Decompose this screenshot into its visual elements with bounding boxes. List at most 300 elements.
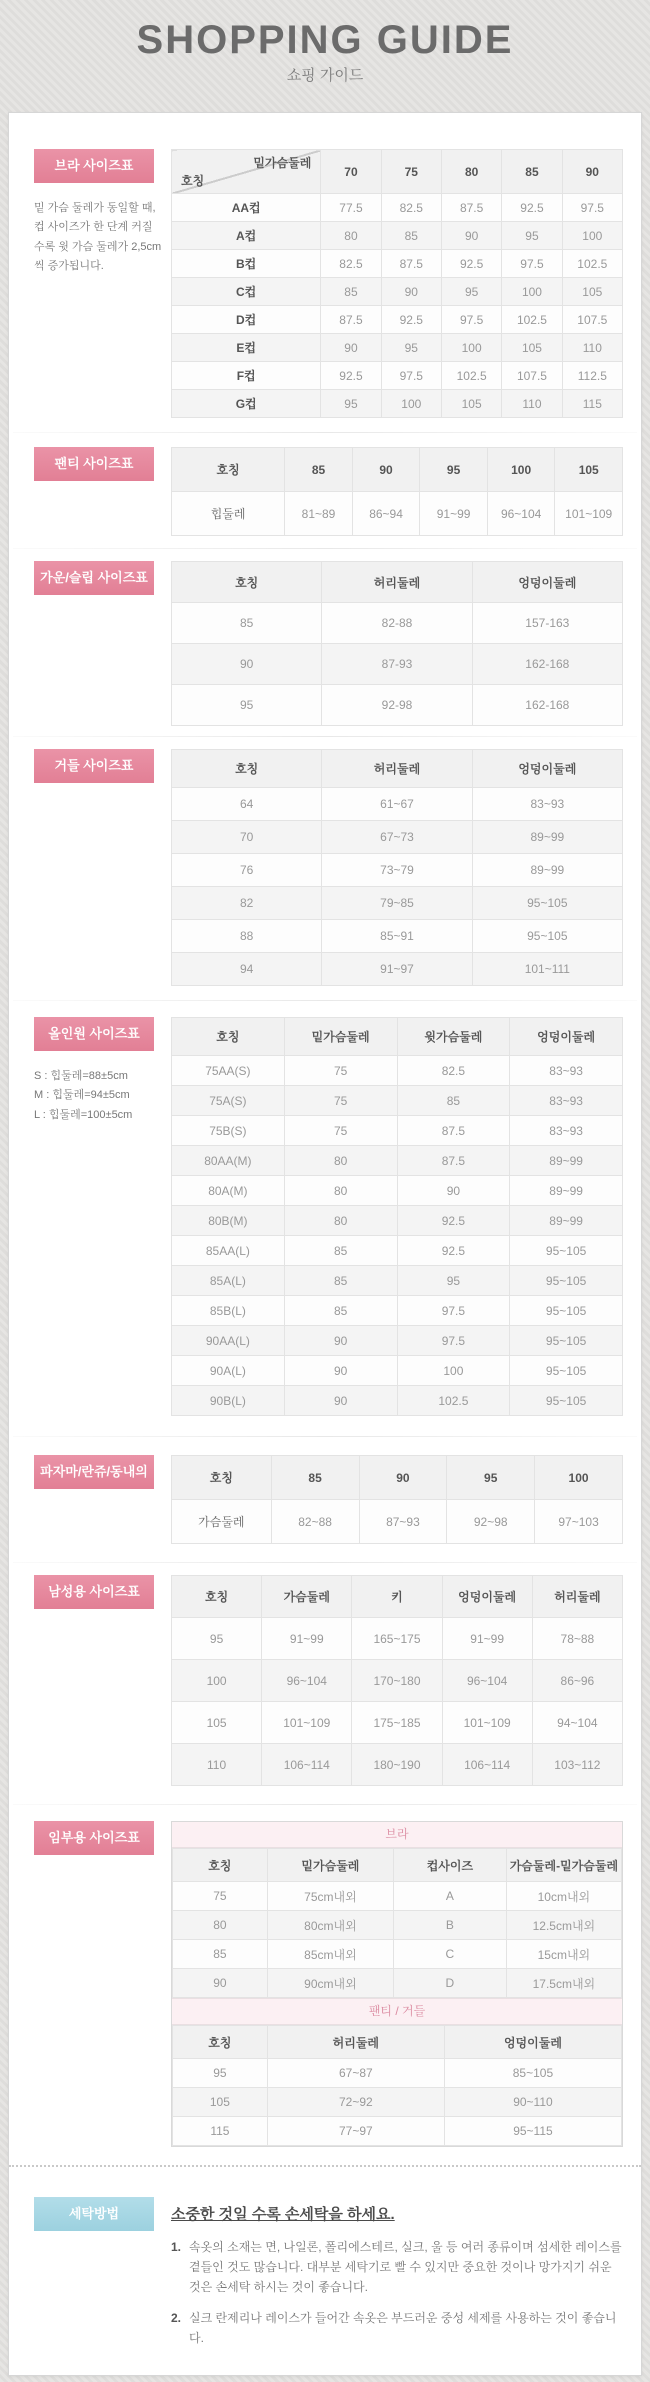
column-header: 90 (352, 448, 420, 492)
table-cell: 85 (284, 1236, 397, 1266)
table-cell: 102.5 (441, 362, 501, 390)
table-cell: 85cm내외 (267, 1940, 393, 1969)
table-cell: 91~99 (420, 492, 488, 536)
table-cell: B (394, 1911, 507, 1940)
table-cell: 95 (173, 2059, 268, 2088)
section-label: 브라 사이즈표 (34, 149, 154, 183)
table-row (172, 250, 623, 278)
table-row (172, 1116, 623, 1146)
table-cell: 82 (172, 887, 322, 920)
column-header: 90 (359, 1456, 447, 1500)
table-cell: 87.5 (441, 194, 501, 222)
table-row (172, 1618, 623, 1660)
table-cell: 87.5 (321, 306, 381, 334)
bra-size-note: 밑 가슴 둘레가 동일할 때, 컵 사이즈가 한 단계 커질수록 윗 가슴 둘레가 2,5cm씩 증가됩니다. (34, 202, 162, 272)
table-cell: 85A(L) (172, 1266, 285, 1296)
table-cell: 67~73 (322, 821, 472, 854)
section-label: 세탁방법 (34, 2197, 154, 2231)
table-cell: A (394, 1882, 507, 1911)
table-cell: 105 (172, 1702, 262, 1744)
table-cell: 힙둘레 (172, 492, 285, 536)
column-header: 밑가슴둘레 (267, 1849, 393, 1882)
table-cell: 85~105 (444, 2059, 621, 2088)
table-cell: 76 (172, 854, 322, 887)
table-cell: 75B(S) (172, 1116, 285, 1146)
table-cell: 85 (172, 603, 322, 644)
table-cell: 89~99 (472, 854, 622, 887)
table-cell: D컵 (172, 306, 321, 334)
column-header: 호칭 (172, 448, 285, 492)
section-pajama-sizes (9, 1437, 641, 1562)
column-header: 호칭 (172, 1576, 262, 1618)
table-cell: 92.5 (397, 1236, 510, 1266)
table-cell: 96~104 (487, 492, 555, 536)
page-title: SHOPPING GUIDE (136, 18, 514, 62)
table-cell: 97.5 (562, 194, 622, 222)
table-cell: 가슴둘레 (172, 1500, 272, 1544)
section-label: 가운/슬립 사이즈표 (34, 561, 154, 595)
table-cell: AA컵 (172, 194, 321, 222)
table-row (173, 2117, 622, 2146)
table-row (172, 362, 623, 390)
table-cell: 75 (284, 1116, 397, 1146)
table-cell: 90A(L) (172, 1356, 285, 1386)
column-header: 95 (420, 448, 488, 492)
table-cell: 95~105 (510, 1356, 623, 1386)
washing-item-text: 속옷의 소재는 면, 나일론, 폴리에스테르, 실크, 울 등 여러 종류이며 섬세한 레이스를 곁들인 것도 많습니다. 대부분 세탁기로 빨 수 있지만 중요한 것이나 망가지기 쉬운 것은 손세탁 하시는 것이 좋습니다. (189, 2240, 622, 2294)
table-cell: 80 (173, 1911, 268, 1940)
table-row (173, 1940, 622, 1969)
table-cell: 95~105 (510, 1266, 623, 1296)
section-bra-sizes (9, 113, 641, 432)
table-cell: 94~104 (532, 1702, 622, 1744)
table-cell: 90 (173, 1969, 268, 1998)
table-cell: 100 (562, 222, 622, 250)
section-maternity-sizes (9, 1805, 641, 2161)
table-cell: 90 (397, 1176, 510, 1206)
table-cell: 87.5 (381, 250, 441, 278)
section-gown-slip-sizes (9, 549, 641, 736)
section-washing-method (9, 2171, 641, 2375)
mens-size-table (171, 1575, 623, 1786)
table-cell: 95~115 (444, 2117, 621, 2146)
table-cell: 106~114 (262, 1744, 352, 1786)
table-cell: 92.5 (441, 250, 501, 278)
table-cell: 70 (172, 821, 322, 854)
table-cell: 81~89 (285, 492, 353, 536)
column-header: 밑가슴둘레 (284, 1018, 397, 1056)
table-row (172, 222, 623, 250)
table-row (172, 644, 623, 685)
gown-slip-size-table (171, 561, 623, 726)
table-cell: 110 (172, 1744, 262, 1786)
table-cell: 75cm내외 (267, 1882, 393, 1911)
page-header (0, 0, 650, 112)
table-cell: 94 (172, 953, 322, 986)
column-header: 70 (321, 150, 381, 194)
table-cell: 97.5 (397, 1326, 510, 1356)
table-cell: 102.5 (562, 250, 622, 278)
table-cell: 112.5 (562, 362, 622, 390)
washing-item (171, 2309, 623, 2349)
table-cell: 89~99 (472, 821, 622, 854)
table-row (172, 1206, 623, 1236)
table-cell: 97.5 (441, 306, 501, 334)
section-label: 거들 사이즈표 (34, 749, 154, 783)
table-cell: 87.5 (397, 1116, 510, 1146)
column-header: 허리둘레 (322, 562, 472, 603)
table-cell: 96~104 (442, 1660, 532, 1702)
table-cell: 92.5 (502, 194, 562, 222)
table-cell: 97.5 (502, 250, 562, 278)
maternity-bra-table (172, 1848, 622, 1998)
table-cell: 102.5 (502, 306, 562, 334)
table-cell: 77~97 (267, 2117, 444, 2146)
table-cell: 85AA(L) (172, 1236, 285, 1266)
table-cell: G컵 (172, 390, 321, 418)
table-cell: 105 (562, 278, 622, 306)
table-cell: 75A(S) (172, 1086, 285, 1116)
table-cell: 110 (562, 334, 622, 362)
table-cell: 100 (502, 278, 562, 306)
table-cell: 92.5 (397, 1206, 510, 1236)
table-cell: 80 (284, 1176, 397, 1206)
table-cell: 80B(M) (172, 1206, 285, 1236)
table-header-row (173, 1849, 622, 1882)
table-cell: 90 (321, 334, 381, 362)
table-cell: 80 (321, 222, 381, 250)
table-row (173, 1911, 622, 1940)
table-cell: E컵 (172, 334, 321, 362)
table-row (172, 1056, 623, 1086)
table-cell: 82.5 (321, 250, 381, 278)
table-cell: C (394, 1940, 507, 1969)
table-cell: 83~93 (510, 1116, 623, 1146)
table-cell: 101~109 (442, 1702, 532, 1744)
table-cell: 80A(M) (172, 1176, 285, 1206)
table-cell: 82.5 (381, 194, 441, 222)
table-cell: 105 (173, 2088, 268, 2117)
diagonal-header-cell (172, 150, 321, 194)
table-cell: 80AA(M) (172, 1146, 285, 1176)
table-cell: 92.5 (381, 306, 441, 334)
section-label: 올인원 사이즈표 (34, 1017, 154, 1051)
table-header-row (172, 1456, 623, 1500)
table-cell: 90B(L) (172, 1386, 285, 1416)
table-cell: 64 (172, 788, 322, 821)
table-cell: 101~109 (262, 1702, 352, 1744)
table-row (173, 1882, 622, 1911)
pajama-size-table (171, 1455, 623, 1544)
table-cell: 83~93 (510, 1056, 623, 1086)
table-cell: A컵 (172, 222, 321, 250)
bra-size-table (171, 149, 623, 418)
table-cell: 85B(L) (172, 1296, 285, 1326)
maternity-size-tables (171, 1821, 623, 2147)
table-cell: 75AA(S) (172, 1056, 285, 1086)
table-row (172, 1266, 623, 1296)
table-cell: 89~99 (510, 1146, 623, 1176)
table-cell: 97.5 (381, 362, 441, 390)
section-label: 남성용 사이즈표 (34, 1575, 154, 1609)
washing-item-number: 2. (171, 2311, 182, 2326)
column-header: 85 (271, 1456, 359, 1500)
table-cell: 79~85 (322, 887, 472, 920)
table-cell: 92.5 (321, 362, 381, 390)
table-cell: 95 (381, 334, 441, 362)
column-header: 90 (562, 150, 622, 194)
washing-item-number: 1. (171, 2240, 182, 2254)
allinone-size-note (34, 1067, 171, 1125)
table-cell: 80 (284, 1146, 397, 1176)
table-cell: 87.5 (397, 1146, 510, 1176)
column-header: 호칭 (173, 1849, 268, 1882)
column-header: 허리둘레 (322, 750, 472, 788)
maternity-panty-girdle-band: 팬티 / 거들 (172, 1998, 622, 2025)
table-cell: 17.5cm내외 (506, 1969, 621, 1998)
table-cell: 101~111 (472, 953, 622, 986)
table-cell: 105 (502, 334, 562, 362)
column-header: 80 (441, 150, 501, 194)
column-header: 호칭 (172, 1456, 272, 1500)
table-cell: 90 (441, 222, 501, 250)
column-header: 엉덩이둘레 (510, 1018, 623, 1056)
table-cell: 96~104 (262, 1660, 352, 1702)
table-cell: C컵 (172, 278, 321, 306)
table-cell: 85 (381, 222, 441, 250)
table-row (172, 1176, 623, 1206)
table-cell: 95 (172, 1618, 262, 1660)
column-header: 컵사이즈 (394, 1849, 507, 1882)
column-header: 허리둘레 (267, 2026, 444, 2059)
table-cell: 92~98 (447, 1500, 535, 1544)
table-row (172, 1702, 623, 1744)
table-cell: 75 (284, 1056, 397, 1086)
table-header-row (172, 448, 623, 492)
table-cell: 86~94 (352, 492, 420, 536)
table-cell: 100 (381, 390, 441, 418)
column-header: 가슴둘레-밑가슴둘레 (506, 1849, 621, 1882)
column-header: 호칭 (173, 2026, 268, 2059)
table-row (172, 306, 623, 334)
column-header: 75 (381, 150, 441, 194)
table-cell: 95 (397, 1266, 510, 1296)
diagonal-bottom-label: 호칭 (181, 174, 205, 188)
table-cell: 110 (502, 390, 562, 418)
column-header: 엉덩이둘레 (472, 750, 622, 788)
table-row (172, 920, 623, 953)
table-cell: 100 (441, 334, 501, 362)
allinone-note-l: L : 힙둘레=100±5cm (34, 1108, 133, 1121)
table-cell: 107.5 (562, 306, 622, 334)
table-cell: 106~114 (442, 1744, 532, 1786)
table-header-row (173, 2026, 622, 2059)
table-cell: 180~190 (352, 1744, 442, 1786)
allinone-note-m: M : 힙둘레=94±5cm (34, 1089, 130, 1102)
column-header: 100 (535, 1456, 623, 1500)
diagonal-top-label: 밑가슴둘레 (253, 156, 312, 170)
table-header-row (172, 150, 623, 194)
table-cell: 103~112 (532, 1744, 622, 1786)
table-row (172, 685, 623, 726)
maternity-bra-band: 브라 (172, 1822, 622, 1848)
girdle-size-table (171, 749, 623, 986)
table-row (172, 1356, 623, 1386)
table-cell: 85 (397, 1086, 510, 1116)
table-cell: 95 (502, 222, 562, 250)
table-row (172, 821, 623, 854)
table-cell: 75 (284, 1086, 397, 1116)
table-cell: 77.5 (321, 194, 381, 222)
table-cell: 91~97 (322, 953, 472, 986)
table-cell: 85~91 (322, 920, 472, 953)
table-row (172, 603, 623, 644)
page-subtitle: 쇼핑 가이드 (286, 67, 364, 84)
table-cell: 87~93 (359, 1500, 447, 1544)
section-label: 파자마/란쥬/동내의 (34, 1455, 154, 1489)
table-row (172, 390, 623, 418)
table-cell: 95~105 (510, 1386, 623, 1416)
column-header: 85 (502, 150, 562, 194)
table-cell: 90AA(L) (172, 1326, 285, 1356)
washing-item (171, 2238, 623, 2297)
section-panty-sizes (9, 433, 641, 548)
table-cell: 97.5 (397, 1296, 510, 1326)
column-header: 105 (555, 448, 623, 492)
allinone-note-s: S : 힙둘레=88±5cm (34, 1070, 128, 1082)
table-cell: 85 (284, 1296, 397, 1326)
table-cell: 105 (441, 390, 501, 418)
washing-title: 소중한 것일 수록 손세탁을 하세요. (171, 2206, 395, 2223)
table-row (172, 953, 623, 986)
table-header-row (172, 1018, 623, 1056)
table-cell: 95 (441, 278, 501, 306)
table-cell: 100 (397, 1356, 510, 1386)
table-row (172, 1500, 623, 1544)
table-cell: 83~93 (472, 788, 622, 821)
table-cell: 162-168 (472, 685, 622, 726)
table-row (172, 1146, 623, 1176)
column-header: 가슴둘레 (262, 1576, 352, 1618)
table-header-row (172, 1576, 623, 1618)
table-cell: 67~87 (267, 2059, 444, 2088)
table-cell: 102.5 (397, 1386, 510, 1416)
table-cell: 90cm내외 (267, 1969, 393, 1998)
table-cell: 165~175 (352, 1618, 442, 1660)
table-cell: 162-168 (472, 644, 622, 685)
table-cell: 95~105 (510, 1326, 623, 1356)
table-cell: 83~93 (510, 1086, 623, 1116)
table-cell: 12.5cm내외 (506, 1911, 621, 1940)
table-cell: 85 (284, 1266, 397, 1296)
table-cell: 157-163 (472, 603, 622, 644)
table-cell: 88 (172, 920, 322, 953)
table-cell: 101~109 (555, 492, 623, 536)
column-header: 허리둘레 (532, 1576, 622, 1618)
table-row (172, 1660, 623, 1702)
table-row (172, 1326, 623, 1356)
table-cell: 107.5 (502, 362, 562, 390)
table-cell: 170~180 (352, 1660, 442, 1702)
dotted-divider (9, 2165, 641, 2167)
table-cell: 115 (173, 2117, 268, 2146)
table-cell: 15cm내외 (506, 1940, 621, 1969)
content-panel (8, 112, 642, 2376)
table-cell: D (394, 1969, 507, 1998)
table-cell: 95~105 (472, 920, 622, 953)
column-header: 85 (285, 448, 353, 492)
column-header: 엉덩이둘레 (472, 562, 622, 603)
panty-size-table (171, 447, 623, 536)
table-cell: 95 (321, 390, 381, 418)
table-cell: 72~92 (267, 2088, 444, 2117)
section-allinone-sizes (9, 1001, 641, 1436)
table-cell: 89~99 (510, 1206, 623, 1236)
table-cell: 89~99 (510, 1176, 623, 1206)
table-cell: 82.5 (397, 1056, 510, 1086)
table-cell: 90~110 (444, 2088, 621, 2117)
table-row (173, 2088, 622, 2117)
table-cell: 97~103 (535, 1500, 623, 1544)
table-row (172, 194, 623, 222)
table-cell: 115 (562, 390, 622, 418)
table-cell: 80cm내외 (267, 1911, 393, 1940)
table-cell: 82~88 (271, 1500, 359, 1544)
column-header: 100 (487, 448, 555, 492)
table-cell: 95~105 (510, 1236, 623, 1266)
table-cell: 92-98 (322, 685, 472, 726)
table-row (172, 1236, 623, 1266)
allinone-size-table (171, 1017, 623, 1416)
table-row (173, 2059, 622, 2088)
maternity-panty-girdle-table (172, 2025, 622, 2146)
column-header: 엉덩이둘레 (442, 1576, 532, 1618)
column-header: 95 (447, 1456, 535, 1500)
table-header-row (172, 750, 623, 788)
table-cell: 100 (172, 1660, 262, 1702)
column-header: 호칭 (172, 562, 322, 603)
column-header: 키 (352, 1576, 442, 1618)
table-cell: 82-88 (322, 603, 472, 644)
table-cell: B컵 (172, 250, 321, 278)
column-header: 윗가슴둘레 (397, 1018, 510, 1056)
section-label: 팬티 사이즈표 (34, 447, 154, 481)
table-cell: 85 (173, 1940, 268, 1969)
table-row (172, 278, 623, 306)
washing-item-text: 실크 란제리나 레이스가 들어간 속옷은 부드러운 중성 세제를 사용하는 것이 좋습니다. (189, 2311, 617, 2346)
table-row (172, 1744, 623, 1786)
table-cell: 175~185 (352, 1702, 442, 1744)
table-row (172, 788, 623, 821)
table-cell: 90 (381, 278, 441, 306)
table-cell: 95 (172, 685, 322, 726)
table-cell: 95~105 (472, 887, 622, 920)
table-cell: 61~67 (322, 788, 472, 821)
table-cell: 75 (173, 1882, 268, 1911)
section-label: 임부용 사이즈표 (34, 1821, 154, 1855)
table-cell: 80 (284, 1206, 397, 1236)
column-header: 호칭 (172, 750, 322, 788)
table-row (172, 492, 623, 536)
section-girdle-sizes (9, 737, 641, 1000)
column-header: 엉덩이둘레 (444, 2026, 621, 2059)
table-cell: 86~96 (532, 1660, 622, 1702)
table-cell: 87-93 (322, 644, 472, 685)
table-cell: 91~99 (262, 1618, 352, 1660)
table-header-row (172, 562, 623, 603)
section-mens-sizes (9, 1563, 641, 1804)
table-row (172, 334, 623, 362)
